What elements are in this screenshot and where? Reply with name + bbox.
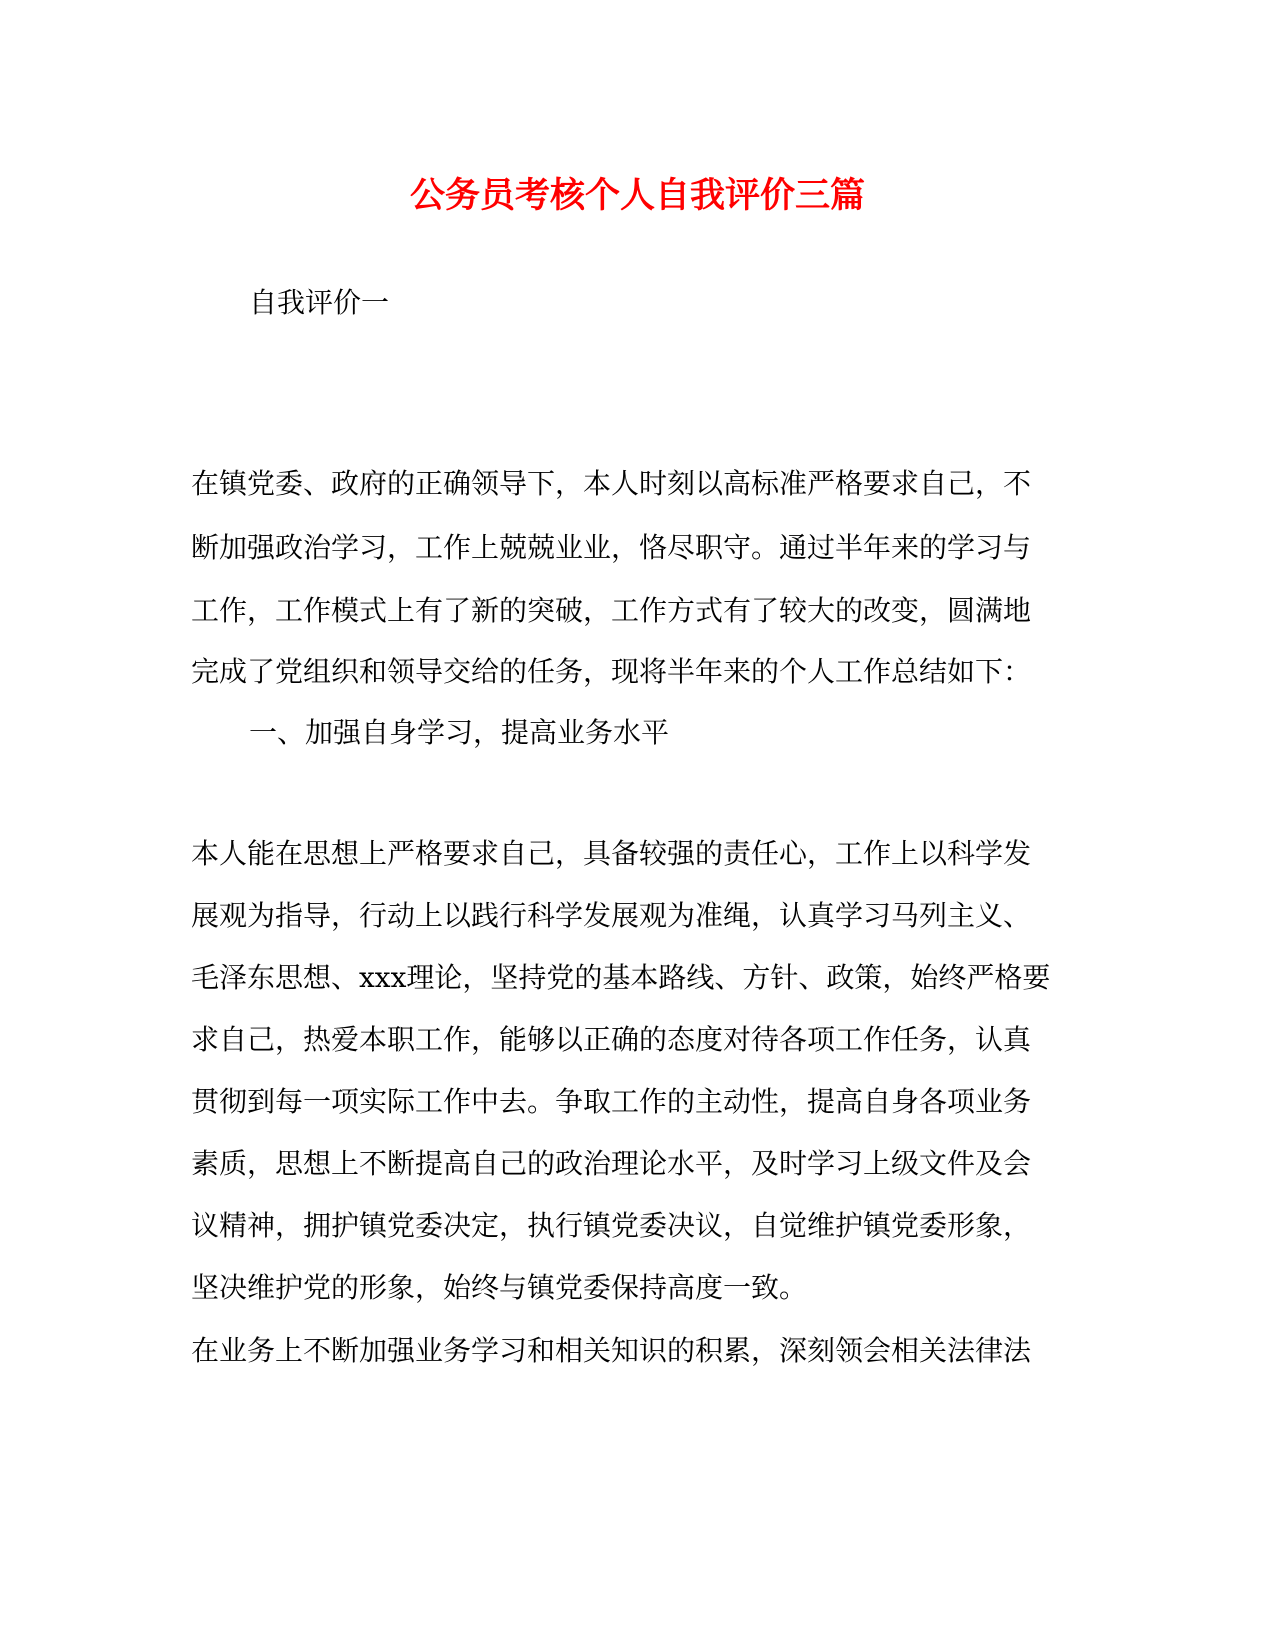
section-heading: 自我评价一 [249,286,390,319]
paragraph-line: 完成了党组织和领导交给的任务，现将半年来的个人工作总结如下： [191,655,1032,688]
paragraph-line: 在业务上不断加强业务学习和相关知识的积累，深刻领会相关法律法 [191,1334,1032,1367]
paragraph-line: 在镇党委、政府的正确领导下，本人时刻以高标准严格要求自己，不 [191,467,1032,500]
paragraph-line: 议精神，拥护镇党委决定，执行镇党委决议，自觉维护镇党委形象， [191,1209,1032,1242]
paragraph-line: 求自己，热爱本职工作，能够以正确的态度对待各项工作任务，认真 [191,1023,1032,1056]
paragraph-line: 坚决维护党的形象，始终与镇党委保持高度一致。 [191,1271,808,1304]
paragraph-line: 毛泽东思想、xxx理论，坚持党的基本路线、方针、政策，始终严格要 [191,961,1051,994]
paragraph-line: 贯彻到每一项实际工作中去。争取工作的主动性，提高自身各项业务 [191,1085,1032,1118]
paragraph-line: 工作，工作模式上有了新的突破，工作方式有了较大的改变，圆满地 [191,594,1032,627]
document-title: 公务员考核个人自我评价三篇 [409,175,865,216]
subheading: 一、加强自身学习，提高业务水平 [249,716,670,749]
paragraph-line: 展观为指导，行动上以践行科学发展观为准绳，认真学习马列主义、 [191,899,1032,932]
paragraph-line: 素质，思想上不断提高自己的政治理论水平，及时学习上级文件及会 [191,1147,1032,1180]
paragraph-line: 本人能在思想上严格要求自己，具备较强的责任心，工作上以科学发 [191,837,1032,870]
paragraph-line: 断加强政治学习，工作上兢兢业业，恪尽职守。通过半年来的学习与 [191,531,1032,564]
